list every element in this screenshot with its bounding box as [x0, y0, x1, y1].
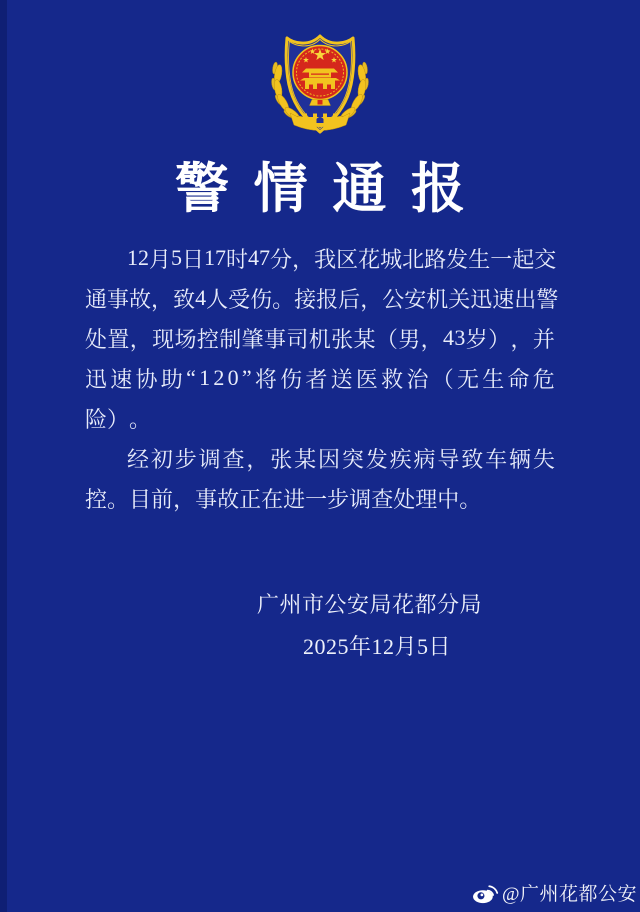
- notice-line: 1 2 月 5 日 1 7 时 4 7 分 ， 我 区 花 城 北 路 发 生 一 起 交: [127, 245, 557, 272]
- issuing-agency: 广州市公安局花都分局: [257, 592, 483, 617]
- weibo-handle: @广州花都公安: [502, 883, 637, 905]
- notice-line: 通 事 故 ， 致 4 人 受 伤 。 接 报 后 ， 公 安 机 关 迅 速 出 警: [85, 285, 559, 312]
- notice-line: 控 。 目 前 ， 事 故 正 在 进 一 步 调 查 处 理 中 。: [85, 486, 482, 512]
- tiananmen-gate: [300, 69, 340, 90]
- notice-title: 警 情 通 报: [175, 159, 465, 219]
- police-badge-emblem: [270, 33, 370, 135]
- notice-line: 迅 速 协 助 “ 1 2 0 ” 将 伤 者 送 医 救 治 （ 无 生 命 危: [85, 365, 555, 392]
- weibo-icon: [472, 881, 499, 904]
- left-edge-strip: [0, 0, 7, 912]
- notice-line: 经 初 步 调 查 ， 张 某 因 突 发 疾 病 导 致 车 辆 失: [127, 446, 555, 472]
- weibo-watermark: [472, 880, 637, 904]
- notice-date: 2025年12月5日: [303, 634, 452, 659]
- notice-body: [85, 238, 559, 518]
- notice-line: 处 置 ， 现 场 控 制 肇 事 司 机 张 某 （ 男 ， 4 3 岁 ） ， 并: [85, 325, 555, 352]
- notice-line: 险 ） 。: [85, 406, 152, 432]
